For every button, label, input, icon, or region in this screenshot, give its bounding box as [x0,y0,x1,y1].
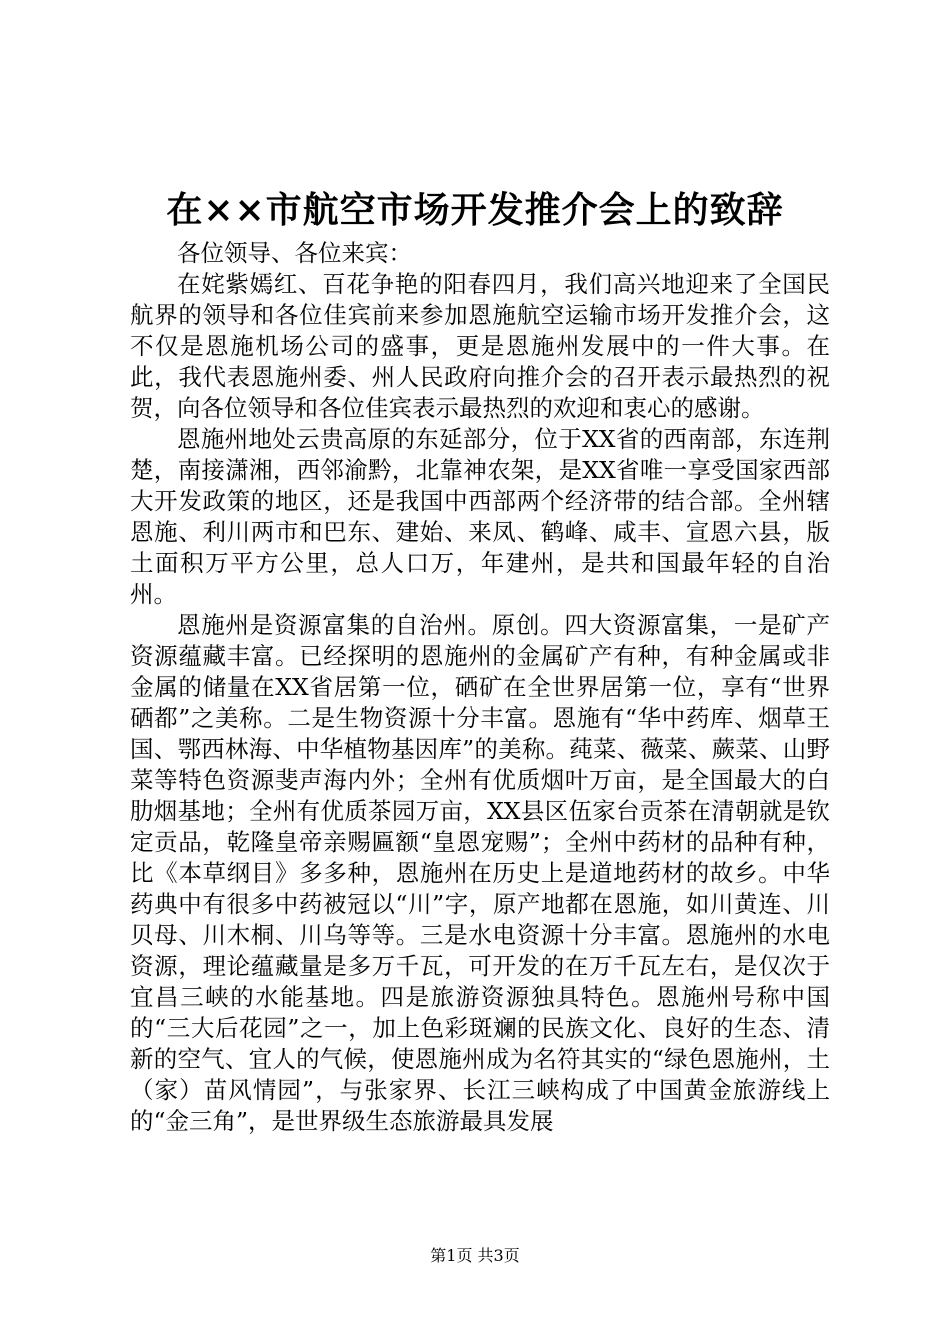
page-footer: 第1页 共3页 [430,1246,520,1265]
paragraph: 在姹紫嫣红、百花争艳的阳春四月，我们高兴地迎来了全国民航界的领导和各位佳宾前来参加恩施航空运输市场开发推介会，这不仅是恩施机场公司的盛事，更是恩施州发展中的一件大事。在此，我代表恩施州委、州人民政府向推介会的召开表示最热烈的祝贺，向各位领导和各位佳宾表示最热烈的欢迎和衷心的感谢。 [130,270,830,422]
paragraph-salutation: 各位领导、各位来宾： [177,239,412,267]
page-title: 在××市航空市场开发推介会上的致辞 [166,189,784,231]
paragraph: 恩施州地处云贵高原的东延部分，位于XX省的西南部，东连荆楚，南接潇湘，西邻渝黔，北靠神农架，是XX省唯一享受国家西部大开发政策的地区，还是我国中西部两个经济带的结合部。全州辖恩施、利川两市和巴东、建始、来凤、鹤峰、咸丰、宣恩六县，版土面积万平方公里，总人口万，年建州，是共和国最年轻的自治州。 [130,425,830,608]
paragraph: 恩施州是资源富集的自治州。原创。四大资源富集，一是矿产资源蕴藏丰富。已经探明的恩施州的金属矿产有种，有种金属或非金属的储量在XX省居第一位，硒矿在全世界居第一位，享有“世界硒都”之美称。二是生物资源十分丰富。恩施有“华中药库、烟草王国、鄂西林海、中华植物基因库”的美称。莼菜、薇菜、蕨菜、山野菜等特色资源斐声海内外；全州有优质烟叶万亩，是全国最大的白肋烟基地；全州有优质茶园万亩，XX县区伍家台贡茶在清朝就是钦定贡品，乾隆皇帝亲赐匾额“皇恩宠赐”；全州中药材的品种有种，比《本草纲目》多多种，恩施州在历史上是道地药材的故乡。中华药典中有很多中药被冠以“川”字，原产地都在恩施，如川黄连、川贝母、川木桐、川乌等等。三是水电资源十分丰富。恩施州的水电资源，理论蕴藏量是多万千瓦，可开发的在万千瓦左右，是仅次于宜昌三峡的水能基地。四是旅游资源独具特色。恩施州号称中国的“三大后花园”之一，加上色彩斑斓的民族文化、良好的生态、清新的空气、宜人的气候，使恩施州成为名符其实的“绿色恩施州，土（家）苗风情园”，与张家界、长江三峡构成了中国黄金旅游线上的“金三角”，是世界级生态旅游最具发展 [130,611,830,1135]
document-body [130,238,830,1137]
